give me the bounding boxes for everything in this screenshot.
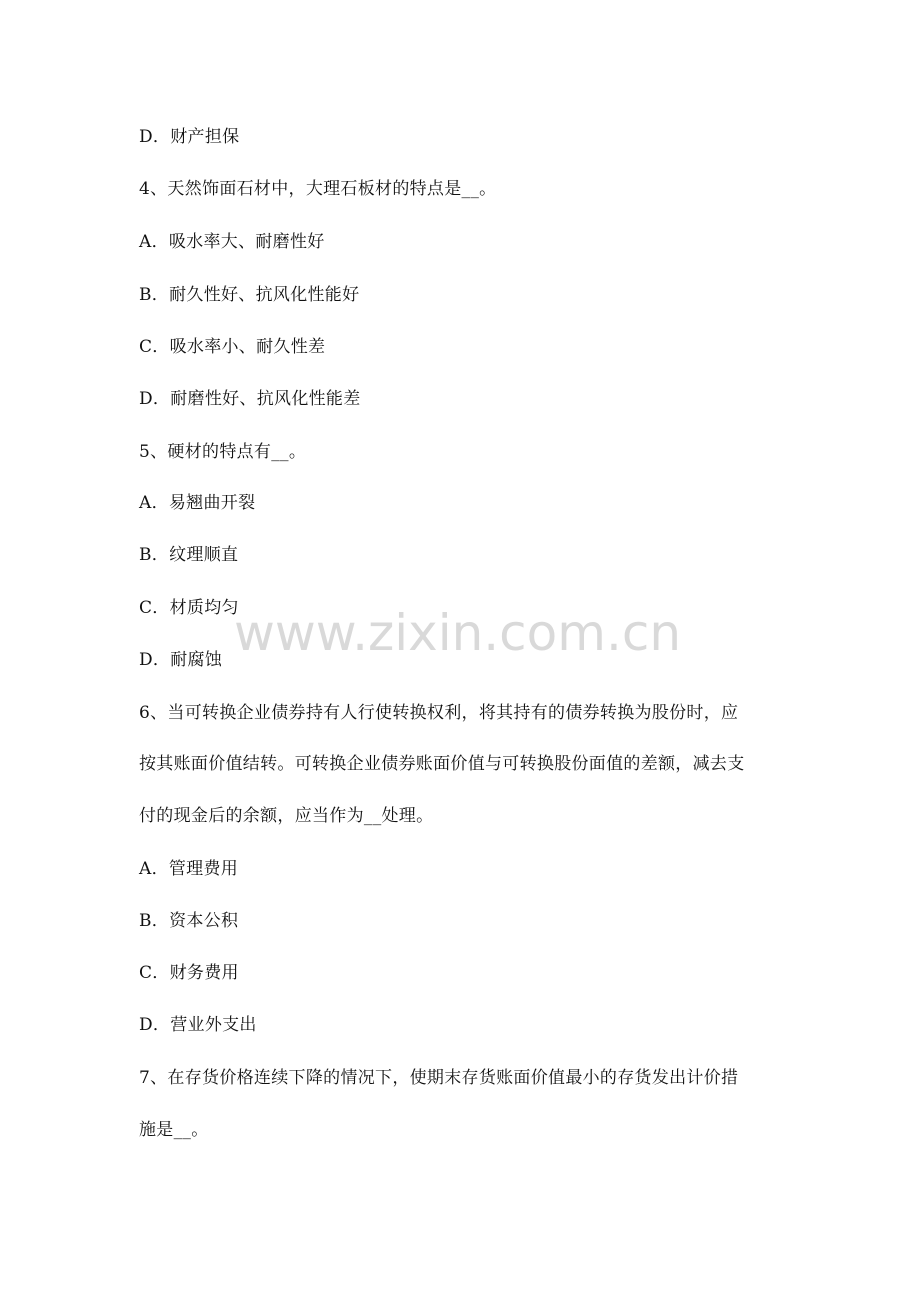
option-a-q4: A．吸水率大、耐磨性好 [139,232,325,252]
option-a-q5: A．易翘曲开裂 [139,493,256,513]
question-7-line-2: 施是__。 [139,1120,209,1140]
question-6-line-1: 6、当可转换企业债券持有人行使转换权利，将其持有的债券转换为股份时，应 [139,703,739,723]
option-b-q6: B．资本公积 [139,911,239,931]
option-d-q6: D．营业外支出 [139,1015,257,1035]
option-a-q6: A．管理费用 [139,859,239,879]
question-6-line-2: 按其账面价值结转。可转换企业债券账面价值与可转换股份面值的差额，减去支 [139,754,745,774]
option-c-q6: C．财务费用 [139,963,239,983]
option-b-q4: B．耐久性好、抗风化性能好 [139,285,360,305]
option-c-q4: C．吸水率小、耐久性差 [139,337,326,357]
question-6-line-3: 付的现金后的余额，应当作为__处理。 [139,806,434,826]
question-5: 5、硬材的特点有__。 [139,442,307,462]
option-c-q5: C．材质均匀 [139,598,239,618]
option-d-q5: D．耐腐蚀 [139,650,223,670]
question-7-line-1: 7、在存货价格连续下降的情况下，使期末存货账面价值最小的存货发出计价措 [139,1068,739,1088]
watermark: www.zixin.com.cn [234,604,682,662]
option-d-q4: D．耐磨性好、抗风化性能差 [139,389,361,409]
question-4: 4、天然饰面石材中，大理石板材的特点是__。 [139,179,497,199]
option-d-q3: D．财产担保 [139,127,240,147]
option-b-q5: B．纹理顺直 [139,545,239,565]
